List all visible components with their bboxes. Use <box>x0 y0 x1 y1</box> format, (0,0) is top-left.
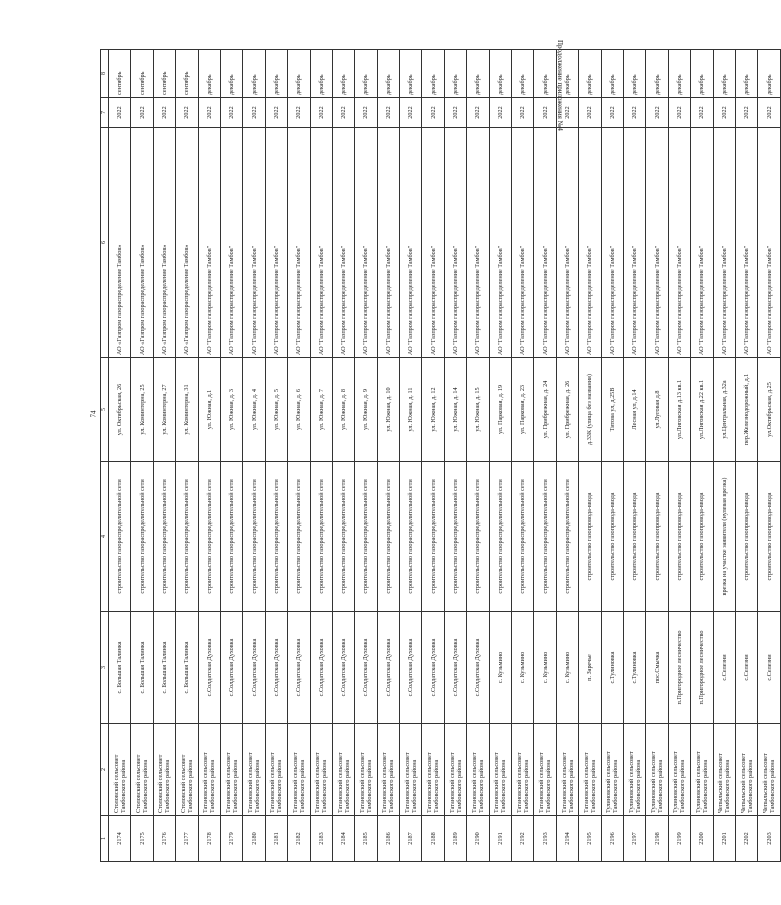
table-cell: АО "Газпром газораспределение Тамбов" <box>467 128 489 358</box>
table-cell: 2202 <box>735 816 757 862</box>
table-cell: АО "Газпром газораспределение Тамбов" <box>758 128 780 358</box>
table-cell: 2191 <box>489 816 511 862</box>
table-cell: АО "Газпром газораспределение Тамбов" <box>422 128 444 358</box>
table-cell: 2022 <box>109 98 131 128</box>
table-cell: с.Солдатская Духовка <box>220 612 242 724</box>
column-header: 3 <box>101 612 109 724</box>
table-cell: 2198 <box>646 816 668 862</box>
table-cell: 2195 <box>579 816 601 862</box>
table-row <box>332 50 354 862</box>
table-cell: Тулиновский сельсовет Тамбовского района <box>691 724 713 816</box>
table-row <box>422 50 444 862</box>
table-cell: 2022 <box>534 98 556 128</box>
table-cell: 2179 <box>220 816 242 862</box>
table-cell: 2199 <box>668 816 690 862</box>
table-cell: строительство газораспределительной сети <box>489 462 511 612</box>
table-cell: 2193 <box>534 816 556 862</box>
table-cell: 2022 <box>332 98 354 128</box>
table-cell: АО «Газпром газораспределение Тамбов» <box>131 128 153 358</box>
table-cell: д.33К (улица без названия) <box>579 358 601 462</box>
table-cell: АО "Газпром газораспределение Тамбов" <box>601 128 623 358</box>
table-cell: 2192 <box>512 816 534 862</box>
table-cell: 2022 <box>758 98 780 128</box>
table-cell: 2022 <box>467 98 489 128</box>
table-cell: 2177 <box>176 816 198 862</box>
table-row <box>467 50 489 862</box>
table-cell: ул.Луговая д.8 <box>646 358 668 462</box>
table-row <box>153 50 175 862</box>
table-cell: 2022 <box>512 98 534 128</box>
table-cell: 2187 <box>400 816 422 862</box>
table-row <box>131 50 153 862</box>
table-cell: ул.Октябрьская, д.25 <box>758 358 780 462</box>
table-cell: строительство газораспределительной сети <box>176 462 198 612</box>
table-cell: АО "Газпром газораспределение Тамбов" <box>198 128 220 358</box>
table-cell: декабрь <box>646 50 668 98</box>
table-cell: 2022 <box>556 98 578 128</box>
table-cell: декабрь <box>265 50 287 98</box>
table-cell: ул. Южная, д. 4 <box>243 358 265 462</box>
table-cell: 2022 <box>355 98 377 128</box>
table-cell: строительство газораспределительной сети <box>467 462 489 612</box>
table-cell: Столовский сельсовет Тамбовского района <box>153 724 175 816</box>
table-row <box>489 50 511 862</box>
table-cell: Татановский сельсовет Тамбовского района <box>467 724 489 816</box>
table-cell: с. Кузьмино <box>512 612 534 724</box>
table-cell: с. Большая Талинка <box>131 612 153 724</box>
table-row <box>579 50 601 862</box>
table-cell: Чепыльский сельсовет Тамбовского района <box>713 724 735 816</box>
column-header: 2 <box>101 724 109 816</box>
table-cell: 2022 <box>176 98 198 128</box>
table-cell: 2022 <box>153 98 175 128</box>
table-row <box>623 50 645 862</box>
table-cell: п.Пригородное лесничество <box>691 612 713 724</box>
table-cell: АО "Газпром газораспределение Тамбов" <box>444 128 466 358</box>
table-cell: п. Заречье <box>579 612 601 724</box>
table-cell: ул. Парковая, д. 19 <box>489 358 511 462</box>
table-cell: АО "Газпром газораспределение Тамбов" <box>713 128 735 358</box>
table-cell: 2185 <box>355 816 377 862</box>
table-cell: ул. Южная, д. 9 <box>355 358 377 462</box>
table-cell: 2183 <box>310 816 332 862</box>
continuation-label: Продолжение приложения №4 <box>556 40 564 131</box>
table-cell: Татановский сельсовет Тамбовского района <box>400 724 422 816</box>
table-cell: 2188 <box>422 816 444 862</box>
table-cell: 2022 <box>735 98 757 128</box>
table-cell: 2201 <box>713 816 735 862</box>
table-cell: строительство газопровода-ввода <box>691 462 713 612</box>
table-cell: 2022 <box>310 98 332 128</box>
table-cell: с. Большая Талинка <box>176 612 198 724</box>
table-cell: строительство газораспределительной сети <box>400 462 422 612</box>
table-cell: с.Солдатская Духовка <box>198 612 220 724</box>
table-row <box>220 50 242 862</box>
table-cell: с. Кузьмино <box>556 612 578 724</box>
table-cell: ул. Коминтерна, 31 <box>176 358 198 462</box>
table-cell: ул.Лиговская д.13 кв.1 <box>668 358 690 462</box>
table-row <box>601 50 623 862</box>
table-cell: АО "Газпром газораспределение Тамбов" <box>310 128 332 358</box>
table-cell: 2022 <box>489 98 511 128</box>
table-cell: Тулиновский сельсовет Тамбовского района <box>646 724 668 816</box>
table-cell: Татановский сельсовет Тамбовского района <box>556 724 578 816</box>
table-cell: 2022 <box>400 98 422 128</box>
table-cell: сентябрь <box>153 50 175 98</box>
table-row <box>444 50 466 862</box>
table-cell: Татановский сельсовет Тамбовского района <box>377 724 399 816</box>
table-cell: декабрь <box>691 50 713 98</box>
table-cell: Титова ул, д.25В <box>601 358 623 462</box>
table-cell: 2196 <box>601 816 623 862</box>
table-cell: 2022 <box>579 98 601 128</box>
table-cell: ул. Южная, д. 8 <box>332 358 354 462</box>
table-cell: Татановский сельсовет Тамбовского района <box>310 724 332 816</box>
table-row <box>265 50 287 862</box>
table-cell: строительство газораспределительной сети <box>422 462 444 612</box>
column-header: 7 <box>101 98 109 128</box>
table-cell: с. Кузьмино <box>534 612 556 724</box>
table-cell: Татановский сельсовет Тамбовского района <box>355 724 377 816</box>
table-cell: 2189 <box>444 816 466 862</box>
table-cell: Татановский сельсовет Тамбовского района <box>265 724 287 816</box>
column-header: 1 <box>101 816 109 862</box>
table-cell: сентябрь <box>131 50 153 98</box>
table-cell: АО "Газпром газораспределение Тамбов" <box>512 128 534 358</box>
table-row <box>646 50 668 862</box>
table-cell: 2178 <box>198 816 220 862</box>
table-cell: строительство газораспределительной сети <box>109 462 131 612</box>
table-cell: АО "Газпром газораспределение Тамбов" <box>646 128 668 358</box>
table-cell: 2200 <box>691 816 713 862</box>
table-cell: с.Селезни <box>758 612 780 724</box>
table-row <box>355 50 377 862</box>
table-cell: 2197 <box>623 816 645 862</box>
table-cell: сентябрь <box>109 50 131 98</box>
table-cell: ул. Южная, д. 15 <box>467 358 489 462</box>
table-cell: строительство газораспределительной сети <box>288 462 310 612</box>
table-cell: строительство газораспределительной сети <box>444 462 466 612</box>
table-cell: АО «Газпром газораспределение Тамбов» <box>153 128 175 358</box>
table-cell: строительство газопровода-ввода <box>601 462 623 612</box>
table-cell: с.Солдатская Духовка <box>467 612 489 724</box>
table-cell: декабрь <box>623 50 645 98</box>
table-cell: декабрь <box>444 50 466 98</box>
table-cell: с. Большая Талинка <box>153 612 175 724</box>
table-cell: ул. Южная, д. 10 <box>377 358 399 462</box>
table-cell: декабрь <box>220 50 242 98</box>
table-cell: декабрь <box>400 50 422 98</box>
table-row <box>243 50 265 862</box>
table-cell: 2022 <box>646 98 668 128</box>
table-cell: АО «Газпром газораспределение Тамбов» <box>109 128 131 358</box>
table-cell: с. Кузьмино <box>489 612 511 724</box>
table-cell: ул.Лиговская д.22 кв.1 <box>691 358 713 462</box>
table-cell: 2022 <box>691 98 713 128</box>
table-cell: ул. Южная, д. 5 <box>265 358 287 462</box>
table-cell: АО "Газпром газораспределение Тамбов" <box>579 128 601 358</box>
table-cell: Татановский сельсовет Тамбовского района <box>489 724 511 816</box>
table-cell: Чепыльский сельсовет Тамбовского района <box>758 724 780 816</box>
table-cell: Татановский сельсовет Тамбовского района <box>534 724 556 816</box>
table-cell: Тулиновский сельсовет Тамбовского района <box>601 724 623 816</box>
table-cell: с.Солдатская Духовка <box>400 612 422 724</box>
table-cell: с. Большая Талинка <box>109 612 131 724</box>
table-row <box>310 50 332 862</box>
table-cell: 2203 <box>758 816 780 862</box>
table-cell: АО "Газпром газораспределение Тамбов" <box>400 128 422 358</box>
table-cell: 2186 <box>377 816 399 862</box>
data-table <box>100 49 781 862</box>
table-cell: п.Пригородное лесничество <box>668 612 690 724</box>
table-cell: АО "Газпром газораспределение Тамбов" <box>691 128 713 358</box>
table-cell: Татановский сельсовет Тамбовского района <box>422 724 444 816</box>
table-row <box>735 50 757 862</box>
table-cell: Тулиновский сельсовет Тамбовского района <box>668 724 690 816</box>
table-cell: 2022 <box>668 98 690 128</box>
table-cell: АО "Газпром газораспределение Тамбов" <box>668 128 690 358</box>
table-cell: строительство газораспределительной сети <box>153 462 175 612</box>
table-cell: пос.Смычка <box>646 612 668 724</box>
table-row <box>198 50 220 862</box>
table-cell: 2176 <box>153 816 175 862</box>
table-cell: декабрь <box>198 50 220 98</box>
table-cell: 2022 <box>131 98 153 128</box>
table-cell: строительство газораспределительной сети <box>332 462 354 612</box>
table-cell: 2022 <box>422 98 444 128</box>
table-cell: с.Солдатская Духовка <box>243 612 265 724</box>
table-cell: 2022 <box>243 98 265 128</box>
table-cell: декабрь <box>758 50 780 98</box>
column-header: 4 <box>101 462 109 612</box>
table-row <box>758 50 780 862</box>
table-cell: АО "Газпром газораспределение Тамбов" <box>489 128 511 358</box>
table-cell: АО "Газпром газораспределение Тамбов" <box>220 128 242 358</box>
table-cell: декабрь <box>534 50 556 98</box>
table-row <box>288 50 310 862</box>
table-cell: ул. Прибрежная, д. 24 <box>534 358 556 462</box>
table-cell: АО "Газпром газораспределение Тамбов" <box>377 128 399 358</box>
table-cell: декабрь <box>713 50 735 98</box>
table-cell: АО "Газпром газораспределение Тамбов" <box>243 128 265 358</box>
table-cell: 2184 <box>332 816 354 862</box>
table-row <box>713 50 735 862</box>
table-cell: ул. Южная, д. 14 <box>444 358 466 462</box>
column-header: 6 <box>101 128 109 358</box>
table-cell: 2022 <box>623 98 645 128</box>
table-cell: Татановский сельсовет Тамбовского района <box>512 724 534 816</box>
table-cell: строительство газораспределительной сети <box>534 462 556 612</box>
table-cell: АО "Газпром газораспределение Тамбов" <box>556 128 578 358</box>
table-cell: ул. Южная, д. 3 <box>220 358 242 462</box>
table-cell: строительство газораспределительной сети <box>198 462 220 612</box>
table-cell: Татановский сельсовет Тамбовского района <box>444 724 466 816</box>
table-cell: декабрь <box>735 50 757 98</box>
table-cell: строительство газопровода-ввода <box>646 462 668 612</box>
table-cell: декабрь <box>489 50 511 98</box>
table-cell: с.Солдатская Духовка <box>355 612 377 724</box>
table-cell: строительство газораспределительной сети <box>355 462 377 612</box>
table-cell: Татановский сельсовет Тамбовского района <box>288 724 310 816</box>
table-row <box>176 50 198 862</box>
table-cell: декабрь <box>243 50 265 98</box>
table-cell: строительство газопровода-ввода <box>579 462 601 612</box>
table-cell: Тулиновский сельсовет Тамбовского района <box>623 724 645 816</box>
table-cell: с.Солдатская Духовка <box>444 612 466 724</box>
table-cell: Татановский сельсовет Тамбовского района <box>243 724 265 816</box>
table-cell: декабрь <box>310 50 332 98</box>
table-row <box>377 50 399 862</box>
table-cell: с.Солдатская Духовка <box>310 612 332 724</box>
table-cell: 2181 <box>265 816 287 862</box>
table-cell: 2180 <box>243 816 265 862</box>
table-cell: 2190 <box>467 816 489 862</box>
table-cell: с.Солдатская Духовка <box>265 612 287 724</box>
table-cell: Чепыльский сельсовет Тамбовского района <box>735 724 757 816</box>
table-cell: строительство газораспределительной сети <box>131 462 153 612</box>
table-cell: 2194 <box>556 816 578 862</box>
table-cell: строительство газопровода-ввода <box>668 462 690 612</box>
header-row <box>101 50 109 862</box>
table-cell: строительство газопровода-ввода <box>735 462 757 612</box>
rotated-table-container <box>100 50 777 862</box>
table-cell: 2022 <box>377 98 399 128</box>
table-cell: с.Солдатская Духовка <box>288 612 310 724</box>
table-cell: 2022 <box>288 98 310 128</box>
table-cell: декабрь <box>422 50 444 98</box>
table-cell: 2022 <box>220 98 242 128</box>
table-cell: строительство газопровода-ввода <box>758 462 780 612</box>
table-cell: строительство газораспределительной сети <box>512 462 534 612</box>
table-cell: с.Солдатская Духовка <box>377 612 399 724</box>
table-cell: декабрь <box>579 50 601 98</box>
table-cell: Столовский сельсовет Тамбовского района <box>131 724 153 816</box>
table-cell: Лесная ул, д.14 <box>623 358 645 462</box>
column-header: 8 <box>101 50 109 98</box>
table-cell: ул. Южная, д. 11 <box>400 358 422 462</box>
table-cell: ул. Южная, д. 12 <box>422 358 444 462</box>
table-cell: Татановский сельсовет Тамбовского района <box>579 724 601 816</box>
table-cell: строительство газораспределительной сети <box>220 462 242 612</box>
table-cell: ул. Южная, д.1 <box>198 358 220 462</box>
table-cell: АО "Газпром газораспределение Тамбов" <box>288 128 310 358</box>
table-cell: 2174 <box>109 816 131 862</box>
table-cell: ул. Южная, д. 6 <box>288 358 310 462</box>
table-cell: Татановский сельсовет Тамбовского района <box>198 724 220 816</box>
table-cell: с.Тулиновка <box>623 612 645 724</box>
table-cell: ул. Коминтерна, 27 <box>153 358 175 462</box>
table-cell: с.Селезни <box>735 612 757 724</box>
table-cell: с.Селезни <box>713 612 735 724</box>
table-row <box>512 50 534 862</box>
table-cell: ул. Парковая, д. 23 <box>512 358 534 462</box>
table-cell: АО "Газпром газораспределение Тамбов" <box>355 128 377 358</box>
table-row <box>556 50 578 862</box>
column-header: 5 <box>101 358 109 462</box>
table-cell: Татановский сельсовет Тамбовского района <box>220 724 242 816</box>
table-body <box>109 50 781 862</box>
table-cell: АО "Газпром газораспределение Тамбов" <box>332 128 354 358</box>
table-cell: Татановский сельсовет Тамбовского района <box>332 724 354 816</box>
table-cell: АО "Газпром газораспределение Тамбов" <box>623 128 645 358</box>
table-cell: 2022 <box>265 98 287 128</box>
table-cell: врезка на участке заявителя (нулевая врезка) <box>713 462 735 612</box>
table-cell: 2022 <box>601 98 623 128</box>
table-cell: строительство газопровода-ввода <box>623 462 645 612</box>
table-cell: декабрь <box>668 50 690 98</box>
table-cell: декабрь <box>288 50 310 98</box>
table-cell: декабрь <box>556 50 578 98</box>
table-cell: с.Солдатская Духовка <box>422 612 444 724</box>
table-cell: Столовский сельсовет Тамбовского района <box>176 724 198 816</box>
table-cell: пер.Железнодорожный, д.1 <box>735 358 757 462</box>
table-cell: 2175 <box>131 816 153 862</box>
table-cell: декабрь <box>512 50 534 98</box>
table-cell: декабрь <box>355 50 377 98</box>
table-cell: ул. Южная, д. 7 <box>310 358 332 462</box>
table-cell: строительство газораспределительной сети <box>377 462 399 612</box>
table-cell: строительство газораспределительной сети <box>556 462 578 612</box>
table-cell: 2022 <box>444 98 466 128</box>
table-cell: ул. Коминтерна, 25 <box>131 358 153 462</box>
table-cell: 2182 <box>288 816 310 862</box>
table-row <box>400 50 422 862</box>
table-cell: декабрь <box>467 50 489 98</box>
table-cell: с.Тулиновка <box>601 612 623 724</box>
page-number: 74 <box>89 410 98 418</box>
table-cell: декабрь <box>377 50 399 98</box>
table-cell: АО «Газпром газораспределение Тамбов» <box>176 128 198 358</box>
table-cell: строительство газораспределительной сети <box>310 462 332 612</box>
table-row <box>668 50 690 862</box>
table-row <box>691 50 713 862</box>
table-cell: АО "Газпром газораспределение Тамбов" <box>735 128 757 358</box>
table-cell: декабрь <box>601 50 623 98</box>
table-row <box>109 50 131 862</box>
table-cell: ул. Прибрежная, д. 26 <box>556 358 578 462</box>
table-cell: 2022 <box>198 98 220 128</box>
table-cell: с.Солдатская Духовка <box>332 612 354 724</box>
table-cell: строительство газораспределительной сети <box>265 462 287 612</box>
table-cell: АО "Газпром газораспределение Тамбов" <box>534 128 556 358</box>
table-row <box>534 50 556 862</box>
table-cell: 2022 <box>713 98 735 128</box>
table-cell: АО "Газпром газораспределение Тамбов" <box>265 128 287 358</box>
table-cell: сентябрь <box>176 50 198 98</box>
table-cell: строительство газораспределительной сети <box>243 462 265 612</box>
table-cell: ул.Центральная, д.32а <box>713 358 735 462</box>
table-cell: ул. Октябрьская, 26 <box>109 358 131 462</box>
table-cell: Столовский сельсовет Тамбовского района <box>109 724 131 816</box>
table-cell: декабрь <box>332 50 354 98</box>
